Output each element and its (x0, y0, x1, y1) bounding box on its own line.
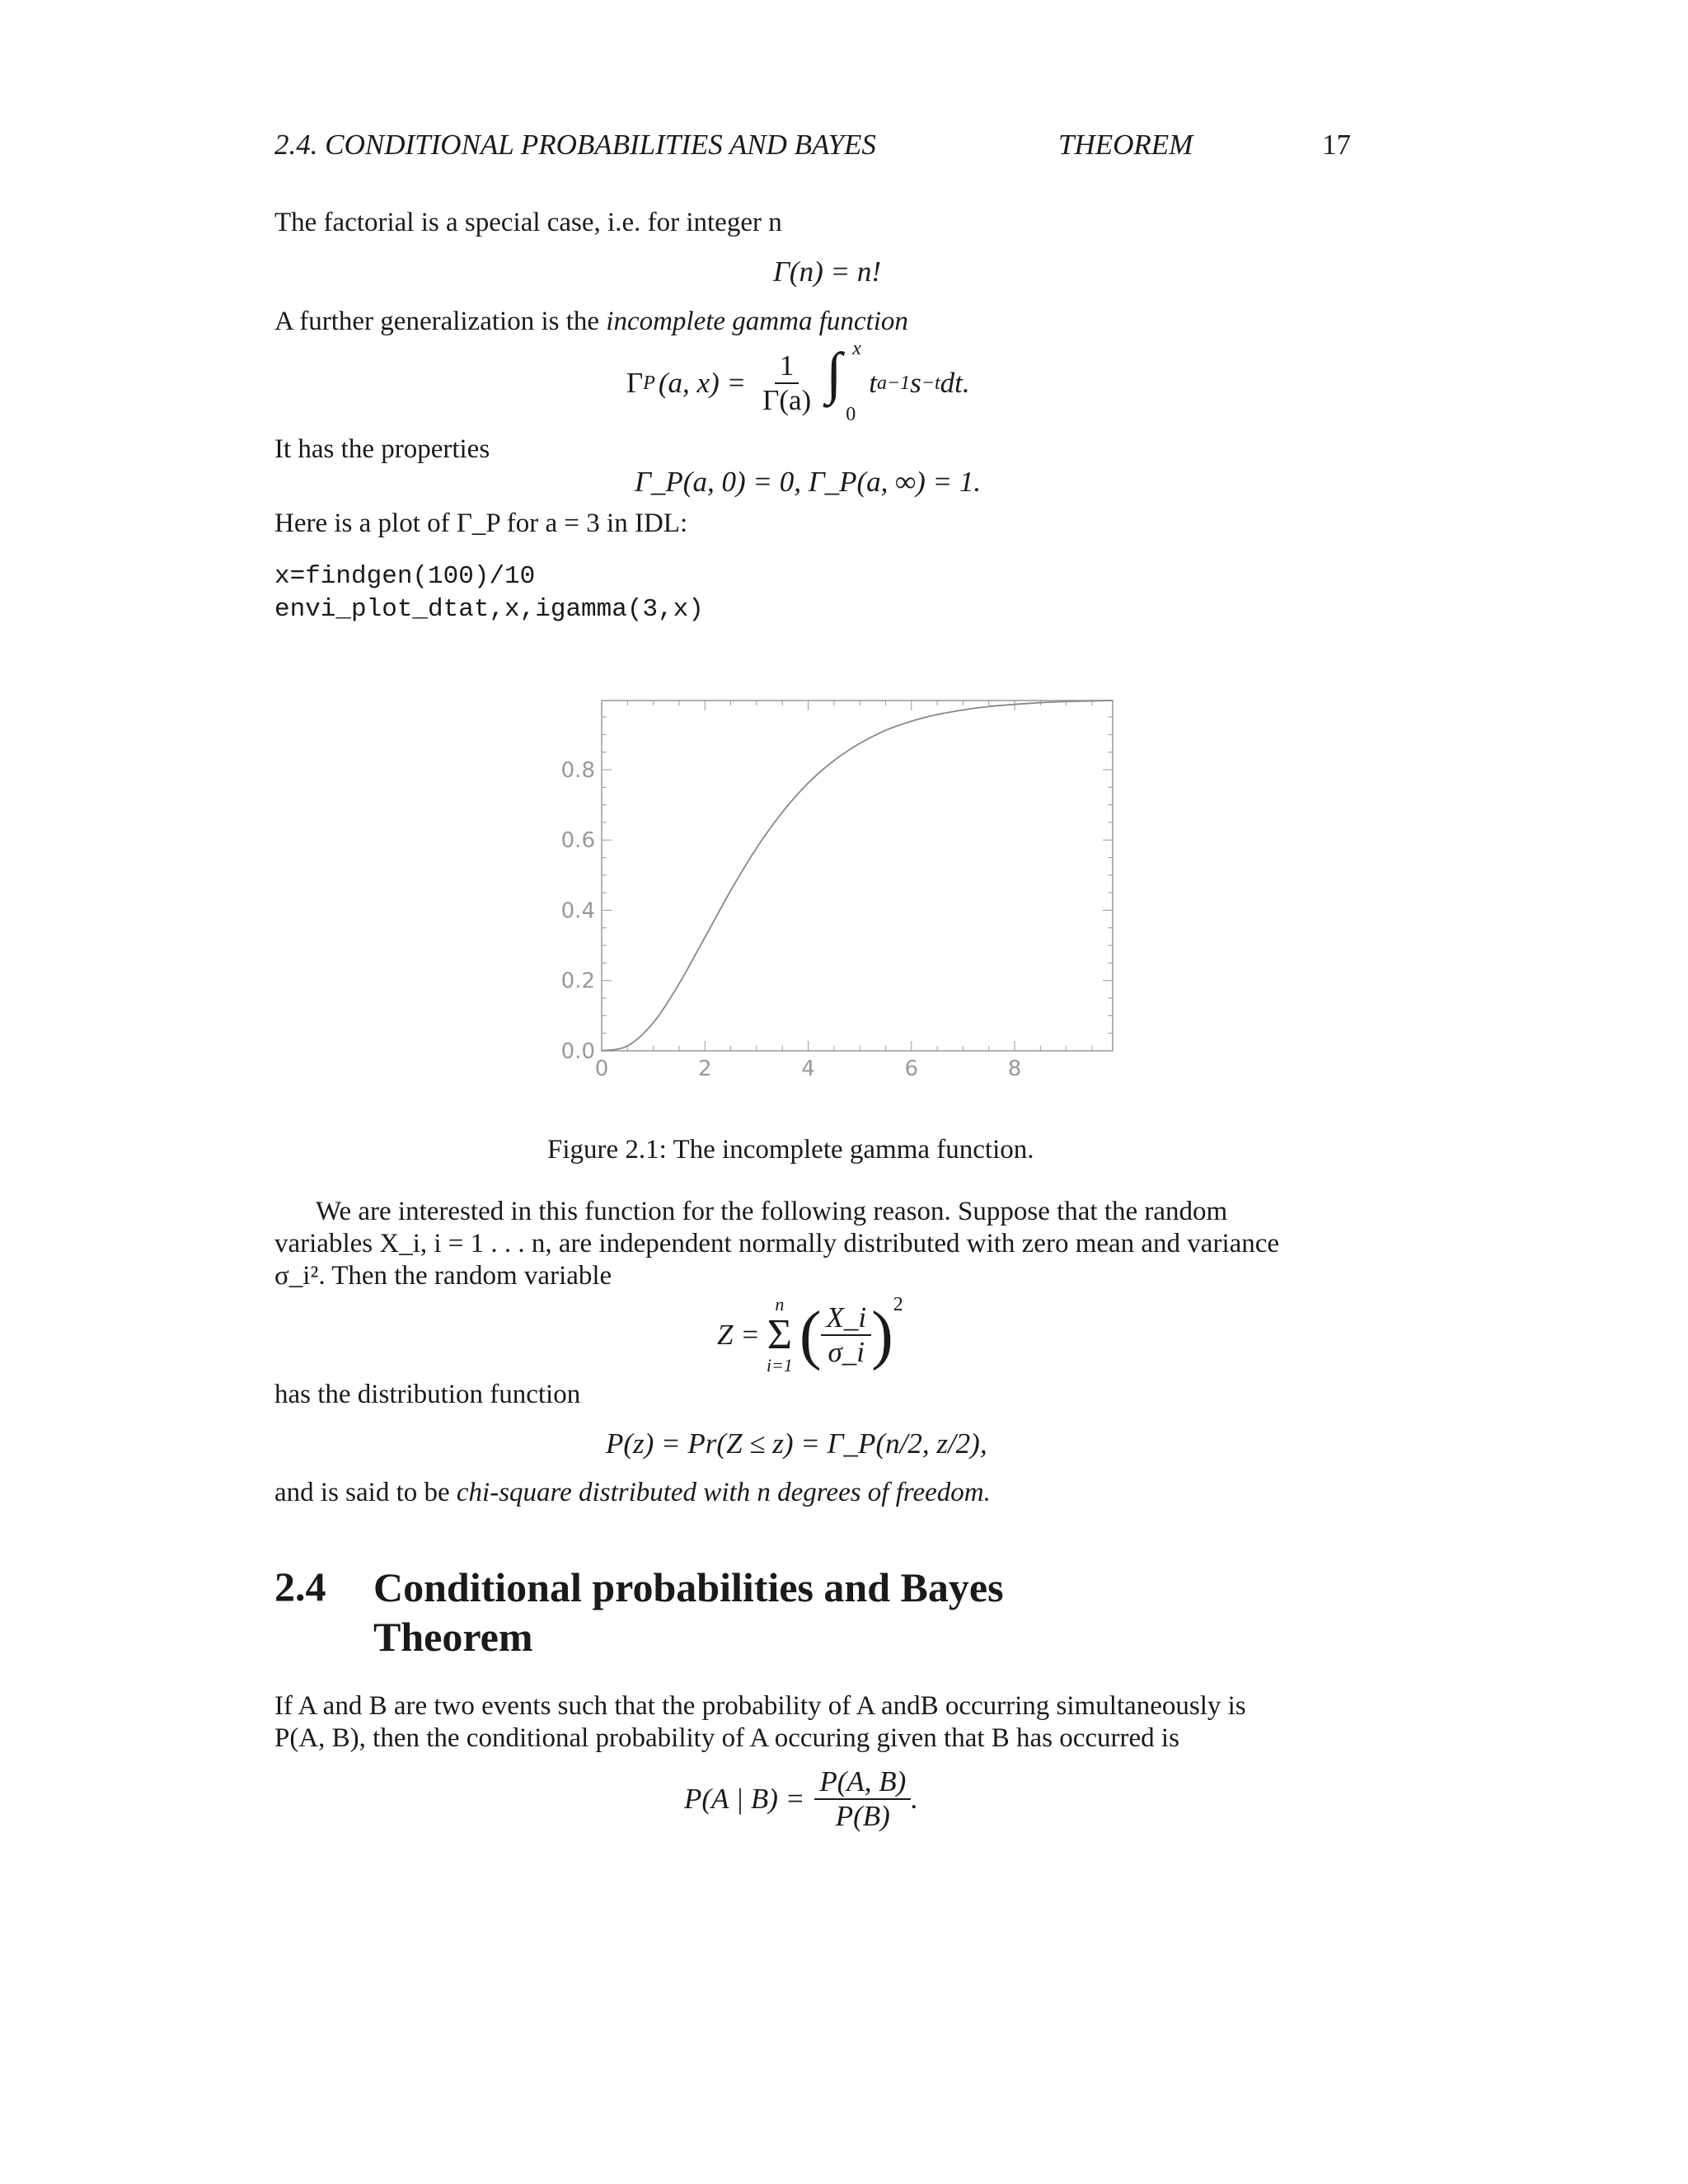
fraction-numerator: 1 (775, 349, 799, 384)
x-tick-label: 6 (904, 1057, 919, 1081)
z-power: 2 (893, 1294, 903, 1315)
equation-conditional (684, 1765, 918, 1833)
paragraph-distribution: has the distribution function (274, 1380, 581, 1409)
figure-caption: Figure 2.1: The incomplete gamma function. (547, 1135, 1034, 1165)
paragraph-factorial: The factorial is a special case, i.e. for integer n (274, 208, 782, 237)
y-tick-label: 0.6 (560, 828, 595, 854)
incomplete-gamma-term: incomplete gamma function (606, 307, 908, 336)
x-tick-label: 2 (697, 1057, 712, 1081)
integrand-dt: dt. (940, 367, 970, 399)
page-number: 17 (1322, 129, 1351, 161)
paragraph-bayes-line2: P(A, B), then the conditional probability of A occuring given that B has occurred is (274, 1723, 1179, 1753)
x-tick-label: 4 (801, 1057, 815, 1081)
integral-lower-limit: 0 (846, 404, 856, 425)
x-tick-label: 8 (1007, 1057, 1022, 1081)
z-fraction-numerator: X_i (821, 1301, 871, 1336)
gamma-args: (a, x) = (658, 367, 747, 399)
sum-operator (767, 1294, 793, 1376)
y-tick-label: 0.0 (560, 1039, 595, 1064)
integrand-exponent: a−1 (876, 372, 911, 394)
series-line (602, 701, 1113, 1051)
fraction-denominator: Γ(a) (762, 384, 812, 416)
z-fraction (821, 1301, 871, 1369)
integral-upper-limit: x (852, 338, 861, 359)
running-header-right: THEOREM (1058, 129, 1193, 161)
conditional-period: . (911, 1783, 919, 1815)
incomplete-gamma-chart (528, 684, 1121, 1113)
y-tick-label: 0.4 (560, 898, 595, 924)
conditional-fraction (814, 1765, 911, 1833)
sum-lower: i=1 (766, 1355, 793, 1376)
sum-symbol: Σ (767, 1311, 792, 1358)
code-line-1: x=findgen(100)/10 (274, 562, 536, 591)
z-fraction-denominator: σ_i (828, 1336, 865, 1368)
integral-sign: ∫ x 0 (826, 338, 861, 425)
paragraph-motivation-line3: σ_i². Then the random variable (274, 1261, 612, 1291)
equation-z-sum: Z = n Σ i=1 ( $\frac{X\_i}{\sigma\_i}$ ) $^2$ (717, 1294, 903, 1376)
chi-square-prefix: and is said to be (274, 1478, 450, 1507)
paragraph-motivation-line2: variables X_i, i = 1 . . . n, are independent normally distributed with zero mean and variance (274, 1229, 1280, 1258)
integrand-t: t (869, 367, 877, 399)
integrand-s: s (910, 367, 921, 399)
section-title-line2: Theorem (373, 1614, 533, 1660)
section-title-line1: Conditional probabilities and Bayes (373, 1564, 1004, 1610)
code-line-2: envi_plot_dtat,x,igamma(3,x) (274, 595, 704, 624)
sum-upper: n (775, 1294, 785, 1315)
equation-factorial: Γ(n) = n! (773, 255, 881, 288)
equation-incomplete-gamma (626, 338, 970, 425)
chi-square-term: chi-square distributed with n degrees of freedom. (456, 1478, 991, 1507)
x-tick-label: 0 (594, 1057, 609, 1081)
gamma-subscript: P (643, 372, 655, 394)
plot-frame (602, 701, 1113, 1051)
paragraph-properties: It has the properties (274, 434, 490, 464)
paragraph-plot-intro: Here is a plot of Γ_P for a = 3 in IDL: (274, 509, 688, 538)
conditional-denominator: P(B) (835, 1800, 890, 1832)
y-tick-label: 0.2 (560, 968, 595, 994)
equation-properties: Γ_P(a, 0) = 0, Γ_P(a, ∞) = 1. (635, 466, 982, 498)
equation-chi-square: P(z) = Pr(Z ≤ z) = Γ_P(n/2, z/2), (606, 1427, 987, 1460)
gamma-fraction (757, 349, 816, 417)
gamma-symbol: Γ (626, 367, 644, 399)
paragraph-motivation-line1: We are interested in this function for the following reason. Suppose that the random (316, 1197, 1228, 1226)
code-block (274, 560, 704, 626)
paragraph-chi-square (274, 1476, 991, 1509)
z-lhs: Z = (717, 1319, 760, 1351)
generalization-text: A further generalization is the (274, 307, 600, 336)
section-title (373, 1563, 1004, 1661)
conditional-numerator: P(A, B) (814, 1765, 911, 1800)
section-number: 2.4 (274, 1563, 326, 1610)
paragraph-generalization (274, 305, 908, 338)
integrand-exponent-2: −t (921, 372, 940, 394)
running-header-left: 2.4. CONDITIONAL PROBABILITIES AND BAYES (274, 129, 876, 161)
conditional-lhs: P(A | B) = (684, 1783, 805, 1815)
paragraph-bayes-line1: If A and B are two events such that the probability of A andB occurring simultaneously is (274, 1691, 1246, 1721)
y-tick-label: 0.8 (560, 757, 595, 783)
